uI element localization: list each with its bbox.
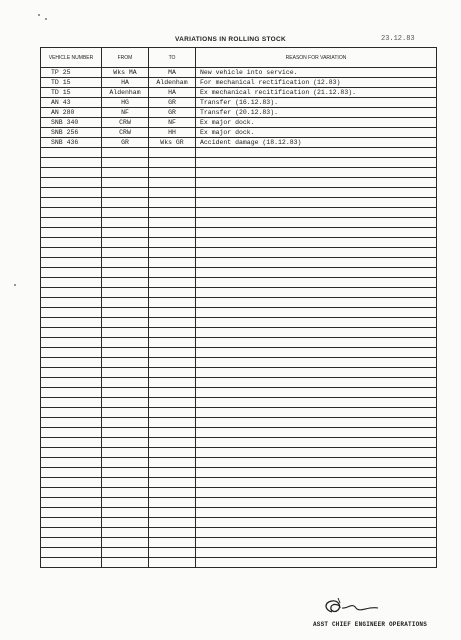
cell-empty xyxy=(102,558,149,568)
cell-empty xyxy=(41,358,102,368)
cell-empty xyxy=(41,368,102,378)
table-row-blank xyxy=(41,228,437,238)
cell-empty xyxy=(196,478,437,488)
table-row-blank xyxy=(41,398,437,408)
cell-empty xyxy=(149,398,196,408)
table-row-blank xyxy=(41,348,437,358)
cell-empty xyxy=(196,418,437,428)
cell-empty xyxy=(196,428,437,438)
cell-empty xyxy=(41,218,102,228)
cell-empty xyxy=(41,458,102,468)
cell-empty xyxy=(149,318,196,328)
cell-vehicle: SNB 436 xyxy=(41,138,102,148)
cell-empty xyxy=(102,298,149,308)
table-row-blank xyxy=(41,478,437,488)
cell-reason: Ex major dock. xyxy=(196,118,437,128)
cell-empty xyxy=(196,548,437,558)
cell-empty xyxy=(41,348,102,358)
cell-empty xyxy=(41,168,102,178)
cell-empty xyxy=(196,398,437,408)
cell-empty xyxy=(41,268,102,278)
cell-empty xyxy=(41,528,102,538)
table-row-blank xyxy=(41,168,437,178)
cell-empty xyxy=(102,178,149,188)
cell-empty xyxy=(41,418,102,428)
cell-empty xyxy=(41,288,102,298)
cell-empty xyxy=(196,288,437,298)
cell-empty xyxy=(149,378,196,388)
cell-empty xyxy=(41,558,102,568)
cell-empty xyxy=(196,248,437,258)
cell-empty xyxy=(102,148,149,158)
table-row-blank xyxy=(41,508,437,518)
cell-empty xyxy=(196,208,437,218)
cell-empty xyxy=(41,228,102,238)
cell-from: NF xyxy=(102,108,149,118)
cell-empty xyxy=(149,288,196,298)
cell-empty xyxy=(102,418,149,428)
table-row xyxy=(41,128,437,138)
table-row-blank xyxy=(41,298,437,308)
cell-empty xyxy=(102,258,149,268)
cell-empty xyxy=(102,338,149,348)
cell-empty xyxy=(149,538,196,548)
cell-empty xyxy=(196,328,437,338)
cell-empty xyxy=(41,178,102,188)
table-row-blank xyxy=(41,408,437,418)
cell-empty xyxy=(102,218,149,228)
cell-empty xyxy=(102,448,149,458)
cell-empty xyxy=(149,268,196,278)
cell-empty xyxy=(149,558,196,568)
cell-empty xyxy=(149,468,196,478)
cell-empty xyxy=(196,408,437,418)
table-row-blank xyxy=(41,328,437,338)
cell-empty xyxy=(41,498,102,508)
cell-empty xyxy=(102,358,149,368)
scan-speck xyxy=(14,284,16,286)
cell-empty xyxy=(196,258,437,268)
cell-empty xyxy=(41,298,102,308)
cell-empty xyxy=(149,518,196,528)
cell-empty xyxy=(149,458,196,468)
cell-empty xyxy=(149,438,196,448)
cell-reason: New vehicle into service. xyxy=(196,68,437,78)
cell-empty xyxy=(149,278,196,288)
cell-empty xyxy=(41,488,102,498)
cell-empty xyxy=(149,158,196,168)
table-row-blank xyxy=(41,378,437,388)
cell-vehicle: TP 25 xyxy=(41,68,102,78)
cell-empty xyxy=(102,228,149,238)
cell-empty xyxy=(41,278,102,288)
cell-empty xyxy=(196,308,437,318)
table-row-blank xyxy=(41,148,437,158)
table-row-blank xyxy=(41,358,437,368)
header-to: TO xyxy=(149,48,196,68)
cell-empty xyxy=(196,388,437,398)
table-row-blank xyxy=(41,188,437,198)
cell-empty xyxy=(102,268,149,278)
cell-empty xyxy=(149,528,196,538)
cell-empty xyxy=(41,258,102,268)
cell-empty xyxy=(196,338,437,348)
cell-empty xyxy=(196,218,437,228)
cell-empty xyxy=(41,388,102,398)
document-title: VARIATIONS IN ROLLING STOCK xyxy=(174,36,287,43)
table-row-blank xyxy=(41,288,437,298)
cell-empty xyxy=(196,538,437,548)
cell-to: HH xyxy=(149,128,196,138)
cell-empty xyxy=(196,178,437,188)
cell-empty xyxy=(102,398,149,408)
cell-from: HA xyxy=(102,78,149,88)
cell-empty xyxy=(196,438,437,448)
cell-empty xyxy=(41,198,102,208)
cell-vehicle: AN 280 xyxy=(41,108,102,118)
cell-empty xyxy=(149,188,196,198)
cell-empty xyxy=(102,308,149,318)
scan-speck xyxy=(38,14,40,16)
cell-empty xyxy=(196,268,437,278)
cell-empty xyxy=(196,378,437,388)
table-row-blank xyxy=(41,368,437,378)
cell-empty xyxy=(102,378,149,388)
cell-reason: Transfer (16.12.83). xyxy=(196,98,437,108)
table-row xyxy=(41,68,437,78)
cell-empty xyxy=(102,538,149,548)
cell-from: Aldenham xyxy=(102,88,149,98)
table-row xyxy=(41,118,437,128)
cell-empty xyxy=(41,208,102,218)
table-header-row xyxy=(41,48,437,68)
table-row-blank xyxy=(41,308,437,318)
table-row-blank xyxy=(41,278,437,288)
cell-empty xyxy=(196,518,437,528)
cell-reason: Accident damage (18.12.83) xyxy=(196,138,437,148)
cell-to: GR xyxy=(149,108,196,118)
cell-empty xyxy=(149,478,196,488)
cell-empty xyxy=(102,518,149,528)
cell-empty xyxy=(102,438,149,448)
cell-to: Wks GR xyxy=(149,138,196,148)
cell-empty xyxy=(196,468,437,478)
table-row-blank xyxy=(41,198,437,208)
cell-empty xyxy=(149,358,196,368)
cell-from: GR xyxy=(102,138,149,148)
cell-empty xyxy=(196,228,437,238)
cell-empty xyxy=(196,448,437,458)
cell-empty xyxy=(149,248,196,258)
cell-empty xyxy=(41,328,102,338)
cell-empty xyxy=(102,368,149,378)
document-date: 23.12.83 xyxy=(381,35,415,43)
cell-empty xyxy=(41,248,102,258)
cell-empty xyxy=(102,468,149,478)
table-row-blank xyxy=(41,238,437,248)
cell-empty xyxy=(149,508,196,518)
table-row-blank xyxy=(41,388,437,398)
cell-empty xyxy=(41,238,102,248)
table-row-blank xyxy=(41,528,437,538)
cell-empty xyxy=(149,428,196,438)
cell-empty xyxy=(149,298,196,308)
cell-empty xyxy=(41,548,102,558)
table-row-blank xyxy=(41,498,437,508)
table-row-blank xyxy=(41,338,437,348)
table-row-blank xyxy=(41,518,437,528)
cell-reason: Transfer (20.12.83). xyxy=(196,108,437,118)
cell-empty xyxy=(196,318,437,328)
cell-empty xyxy=(196,368,437,378)
cell-empty xyxy=(196,528,437,538)
cell-empty xyxy=(102,288,149,298)
table-row xyxy=(41,78,437,88)
table-row xyxy=(41,88,437,98)
cell-from: Wks MA xyxy=(102,68,149,78)
cell-empty xyxy=(41,518,102,528)
cell-empty xyxy=(102,198,149,208)
cell-empty xyxy=(102,458,149,468)
cell-empty xyxy=(149,368,196,378)
cell-empty xyxy=(41,468,102,478)
cell-empty xyxy=(41,148,102,158)
cell-empty xyxy=(102,428,149,438)
cell-empty xyxy=(196,488,437,498)
rolling-stock-table xyxy=(40,47,437,568)
cell-vehicle: AN 43 xyxy=(41,98,102,108)
cell-empty xyxy=(102,318,149,328)
cell-empty xyxy=(41,408,102,418)
cell-empty xyxy=(41,338,102,348)
cell-empty xyxy=(149,448,196,458)
table-row-blank xyxy=(41,218,437,228)
cell-empty xyxy=(149,418,196,428)
table-row-blank xyxy=(41,548,437,558)
cell-empty xyxy=(196,358,437,368)
cell-empty xyxy=(102,408,149,418)
table-row-blank xyxy=(41,488,437,498)
table-row-blank xyxy=(41,268,437,278)
cell-empty xyxy=(196,298,437,308)
table-row-blank xyxy=(41,318,437,328)
cell-empty xyxy=(41,538,102,548)
cell-reason: For mechanical rectification (12.83) xyxy=(196,78,437,88)
cell-from: CRW xyxy=(102,128,149,138)
cell-empty xyxy=(149,148,196,158)
cell-reason: Ex mechanical recitification (21.12.83). xyxy=(196,88,437,98)
cell-empty xyxy=(102,208,149,218)
table-row xyxy=(41,98,437,108)
cell-empty xyxy=(196,558,437,568)
cell-reason: Ex major dock. xyxy=(196,128,437,138)
table-row-blank xyxy=(41,178,437,188)
cell-empty xyxy=(102,498,149,508)
signature-mark xyxy=(318,596,398,618)
cell-empty xyxy=(196,508,437,518)
cell-vehicle: TD 15 xyxy=(41,78,102,88)
header-reason: REASON FOR VARIATION xyxy=(196,48,437,68)
cell-empty xyxy=(149,198,196,208)
cell-empty xyxy=(102,168,149,178)
cell-empty xyxy=(196,458,437,468)
cell-empty xyxy=(102,238,149,248)
cell-empty xyxy=(102,388,149,398)
header-from: FROM xyxy=(102,48,149,68)
cell-empty xyxy=(41,378,102,388)
cell-empty xyxy=(149,498,196,508)
table-row-blank xyxy=(41,248,437,258)
cell-empty xyxy=(102,548,149,558)
header-vehicle-number: VEHICLE NUMBER xyxy=(41,48,102,68)
table-row-blank xyxy=(41,458,437,468)
table-row-blank xyxy=(41,468,437,478)
cell-empty xyxy=(149,328,196,338)
cell-empty xyxy=(41,398,102,408)
cell-empty xyxy=(41,308,102,318)
table-row-blank xyxy=(41,438,437,448)
signature-label: ASST CHIEF ENGINEER OPERATIONS xyxy=(313,621,428,628)
table-row-blank xyxy=(41,538,437,548)
table-row-blank xyxy=(41,418,437,428)
cell-empty xyxy=(149,238,196,248)
cell-empty xyxy=(102,528,149,538)
cell-empty xyxy=(41,478,102,488)
cell-empty xyxy=(41,448,102,458)
cell-empty xyxy=(102,348,149,358)
table-row-blank xyxy=(41,448,437,458)
table-row-blank xyxy=(41,428,437,438)
cell-empty xyxy=(196,148,437,158)
cell-to: MA xyxy=(149,68,196,78)
cell-empty xyxy=(196,348,437,358)
cell-from: CRW xyxy=(102,118,149,128)
cell-empty xyxy=(196,278,437,288)
cell-empty xyxy=(149,258,196,268)
cell-empty xyxy=(149,208,196,218)
cell-empty xyxy=(41,508,102,518)
cell-empty xyxy=(102,488,149,498)
cell-empty xyxy=(149,408,196,418)
cell-empty xyxy=(102,278,149,288)
cell-empty xyxy=(149,388,196,398)
cell-empty xyxy=(41,318,102,328)
cell-empty xyxy=(102,508,149,518)
cell-empty xyxy=(41,158,102,168)
cell-empty xyxy=(41,188,102,198)
cell-empty xyxy=(102,248,149,258)
cell-empty xyxy=(102,158,149,168)
table-row-blank xyxy=(41,258,437,268)
cell-empty xyxy=(149,348,196,358)
cell-empty xyxy=(196,188,437,198)
table-body xyxy=(41,68,437,568)
cell-empty xyxy=(149,308,196,318)
cell-empty xyxy=(149,548,196,558)
cell-empty xyxy=(149,218,196,228)
table-row-blank xyxy=(41,558,437,568)
cell-empty xyxy=(196,498,437,508)
cell-empty xyxy=(41,428,102,438)
cell-empty xyxy=(196,168,437,178)
cell-empty xyxy=(149,178,196,188)
cell-from: HG xyxy=(102,98,149,108)
cell-empty xyxy=(149,488,196,498)
cell-empty xyxy=(196,198,437,208)
cell-vehicle: TD 15 xyxy=(41,88,102,98)
cell-to: HA xyxy=(149,88,196,98)
cell-empty xyxy=(196,158,437,168)
table-row xyxy=(41,138,437,148)
cell-vehicle: SNB 340 xyxy=(41,118,102,128)
cell-to: GR xyxy=(149,98,196,108)
cell-empty xyxy=(196,238,437,248)
cell-empty xyxy=(149,168,196,178)
cell-empty xyxy=(102,478,149,488)
table-row-blank xyxy=(41,208,437,218)
scan-speck xyxy=(45,18,47,20)
cell-empty xyxy=(102,188,149,198)
cell-vehicle: SNB 256 xyxy=(41,128,102,138)
cell-empty xyxy=(102,328,149,338)
cell-empty xyxy=(149,338,196,348)
cell-empty xyxy=(41,438,102,448)
table-row-blank xyxy=(41,158,437,168)
cell-to: NF xyxy=(149,118,196,128)
table-row xyxy=(41,108,437,118)
cell-empty xyxy=(149,228,196,238)
cell-to: Aldenham xyxy=(149,78,196,88)
